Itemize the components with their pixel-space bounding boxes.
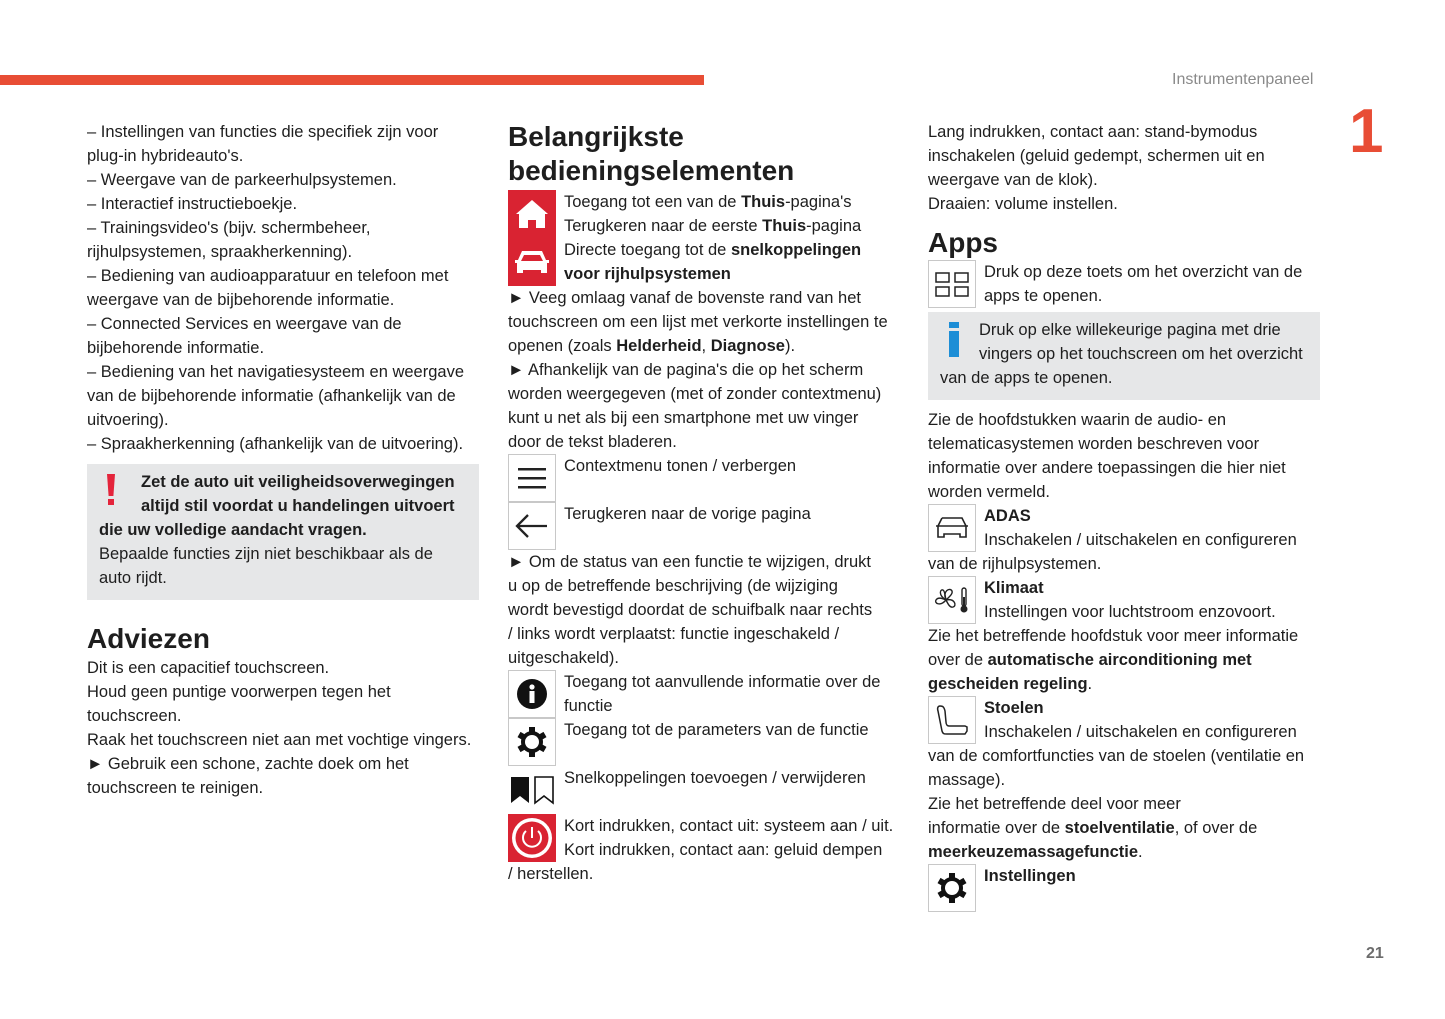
power-text: Kort indrukken, contact uit: systeem aan / uit. [564,817,894,835]
advice-line: ► Gebruik een schone, zachte doek om het [87,755,409,773]
power-cont-line: weergave van de klok). [928,171,1098,189]
advice-line: Raak het touchscreen niet aan met vochtige vingers. [87,731,472,749]
seats-item [928,696,1320,744]
advice-line: Houd geen puntige voorwerpen tegen het [87,683,391,701]
warning-bold-line: Zet de auto uit veiligheidsoverwegingen [141,473,455,491]
climate-text: Zie het betreffende hoofdstuk voor meer informatie [928,627,1299,645]
list-line: – Trainingsvideo's (bijv. schermbeheer, [87,219,371,237]
hamburger-menu-icon [508,454,556,502]
gear-icon [508,718,556,766]
chapter-number: 1 [1349,97,1384,166]
heading-line: Belangrijkste [508,121,684,152]
settings-item [928,864,1320,912]
warning-line: auto rijdt. [99,569,167,587]
adas-text: Inschakelen / uitschakelen en configureren [984,531,1297,549]
power-text: / herstellen. [508,865,594,883]
adas-item [928,504,1320,552]
adas-shortcut-item [508,238,903,286]
list-line: – Connected Services en weergave van de [87,315,402,333]
exclamation-icon [105,474,119,504]
chapters-line: telematicasystemen worden beschreven voor [928,435,1260,453]
back-arrow-icon [508,502,556,550]
note-line: Druk op elke willekeurige pagina met drie [979,321,1281,339]
power-cont-line: inschakelen (geluid gedempt, schermen uit en [928,147,1265,165]
seats-text: meerkeuzemassagefunctie. [928,843,1143,861]
seats-text: Zie het betreffende deel voor meer [928,795,1181,813]
car-outline-icon [928,504,976,552]
chapters-note [928,408,1320,504]
column-3 [928,120,1320,912]
info-text: Toegang tot aanvullende informatie over de [564,673,881,691]
info-text: functie [564,697,613,715]
apps-heading: Apps [928,227,998,258]
apps-text: Druk op deze toets om het overzicht van de [984,263,1303,281]
main-controls-heading [508,120,903,188]
safety-warning-box [87,464,479,600]
seats-text: van de comfortfuncties van de stoelen (ventilatie en [928,747,1305,765]
home-icon [508,190,556,238]
status-line: / links wordt verplaatst: functie ingeschakeld / [508,625,840,643]
seats-title: Stoelen [984,699,1044,717]
note-line: van de apps te openen. [940,369,1113,387]
chapters-line: worden vermeld. [928,483,1050,501]
seat-icon [928,696,976,744]
climate-item [928,576,1320,624]
power-continued [928,120,1320,216]
climate-title: Klimaat [984,579,1044,597]
list-line: rijhulpsystemen, spraakherkenning). [87,243,353,261]
bookmark-icon [508,766,556,814]
bookmarks-text: Snelkoppelingen toevoegen / verwijderen [564,769,866,787]
seats-text: informatie over de stoelventilatie, of over de [928,819,1258,837]
home-text-2: Terugkeren naar de eerste Thuis-pagina [564,217,862,235]
climate-text: Instellingen voor luchtstroom enzovoort. [984,603,1276,621]
adas-shortcut-text-1: Directe toegang tot de snelkoppelingen [564,241,862,259]
back-text: Terugkeren naar de vorige pagina [564,505,811,523]
warning-bold-line: altijd stil voordat u handelingen uitvoert [141,497,455,515]
home-text-1: Toegang tot een van de Thuis-pagina's [564,193,852,211]
status-instructions [508,550,903,670]
warning-bold-line: die uw volledige aandacht vragen. [99,521,367,539]
gear-icon [928,864,976,912]
status-line: wordt bevestigd doordat de schuifbalk naar rechts [508,601,873,619]
list-line: – Interactief instructieboekje. [87,195,298,213]
adas-shortcut-text-2: voor rijhulpsystemen [564,265,731,283]
back-item [508,502,903,550]
scroll-line: worden weergegeven (met of zonder contextmenu) [508,385,882,403]
power-cont-line: Draaien: volume instellen. [928,195,1118,213]
chapters-line: informatie over andere toepassingen die hier niet [928,459,1286,477]
warning-line: Bepaalde functies zijn niet beschikbaar als de [99,545,433,563]
power-item [508,814,903,862]
swipe-line: openen (zoals Helderheid, Diagnose). [508,337,796,355]
list-line: uitvoering). [87,411,169,429]
adas-title: ADAS [984,507,1031,525]
info-icon [508,670,556,718]
swipe-instructions [508,286,903,454]
climate-text: over de automatische airconditioning met [928,651,1252,669]
chapters-line: Zie de hoofdstukken waarin de audio- en [928,411,1227,429]
apps-grid-icon [928,260,976,308]
advice-line: touchscreen. [87,707,182,725]
power-text: Kort indrukken, contact aan: geluid dempen [564,841,883,859]
seats-text: Inschakelen / uitschakelen en configureren [984,723,1297,741]
parameters-text: Toegang tot de parameters van de functie [564,721,869,739]
apps-text: apps te openen. [984,287,1103,305]
apps-item [928,260,1320,308]
running-head: Instrumentenpaneel [1172,71,1314,88]
list-line: van de bijbehorende informatie (afhankelijk van de [87,387,456,405]
bookmarks-item [508,766,903,814]
list-line: – Weergave van de parkeerhulpsystemen. [87,171,397,189]
list-line: – Instellingen van functies die specifiek zijn voor [87,123,439,141]
info-note-box [928,312,1320,400]
scroll-line: ► Afhankelijk van de pagina's die op het scherm [508,361,864,379]
status-line: ► Om de status van een functie te wijzigen, drukt [508,553,872,571]
column-2 [508,120,903,886]
swipe-line: touchscreen om een lijst met verkorte instellingen te [508,313,888,331]
info-item [508,670,903,718]
climate-text: gescheiden regeling. [928,675,1093,693]
seats-text: massage). [928,771,1006,789]
scroll-line: kunt u net als bij een smartphone met uw vinger [508,409,859,427]
list-line: plug-in hybrideauto's. [87,147,244,165]
heading-line: bedieningselementen [508,155,795,186]
list-line: – Spraakherkenning (afhankelijk van de uitvoering). [87,435,464,453]
list-line: bijbehorende informatie. [87,339,265,357]
list-line: weergave van de bijbehorende informatie. [87,291,395,309]
list-line: – Bediening van het navigatiesysteem en weergave [87,363,464,381]
advice-line: Dit is een capacitief touchscreen. [87,659,330,677]
context-menu-text: Contextmenu tonen / verbergen [564,457,797,475]
parameters-item [508,718,903,766]
accent-bar [0,75,704,85]
advice-section [87,622,479,800]
home-item [508,190,903,238]
swipe-line: ► Veeg omlaag vanaf de bovenste rand van het [508,289,861,307]
context-menu-item [508,454,903,502]
car-icon [508,238,556,286]
power-cont-line: Lang indrukken, contact aan: stand-bymodus [928,123,1258,141]
power-icon [508,814,556,862]
column-1 [87,120,479,800]
status-line: uitgeschakeld). [508,649,619,667]
advice-heading: Adviezen [87,623,210,654]
scroll-line: door de tekst bladeren. [508,433,677,451]
feature-list [87,120,479,456]
settings-title: Instellingen [984,867,1076,885]
page-number: 21 [1366,945,1384,962]
adas-text: van de rijhulpsystemen. [928,555,1102,573]
advice-line: touchscreen te reinigen. [87,779,264,797]
info-bar-icon [949,322,959,356]
note-line: vingers op het touchscreen om het overzicht [979,345,1303,363]
status-line: u op de betreffende beschrijving (de wijziging [508,577,838,595]
fan-thermometer-icon [928,576,976,624]
list-line: – Bediening van audioapparatuur en telefoon met [87,267,449,285]
